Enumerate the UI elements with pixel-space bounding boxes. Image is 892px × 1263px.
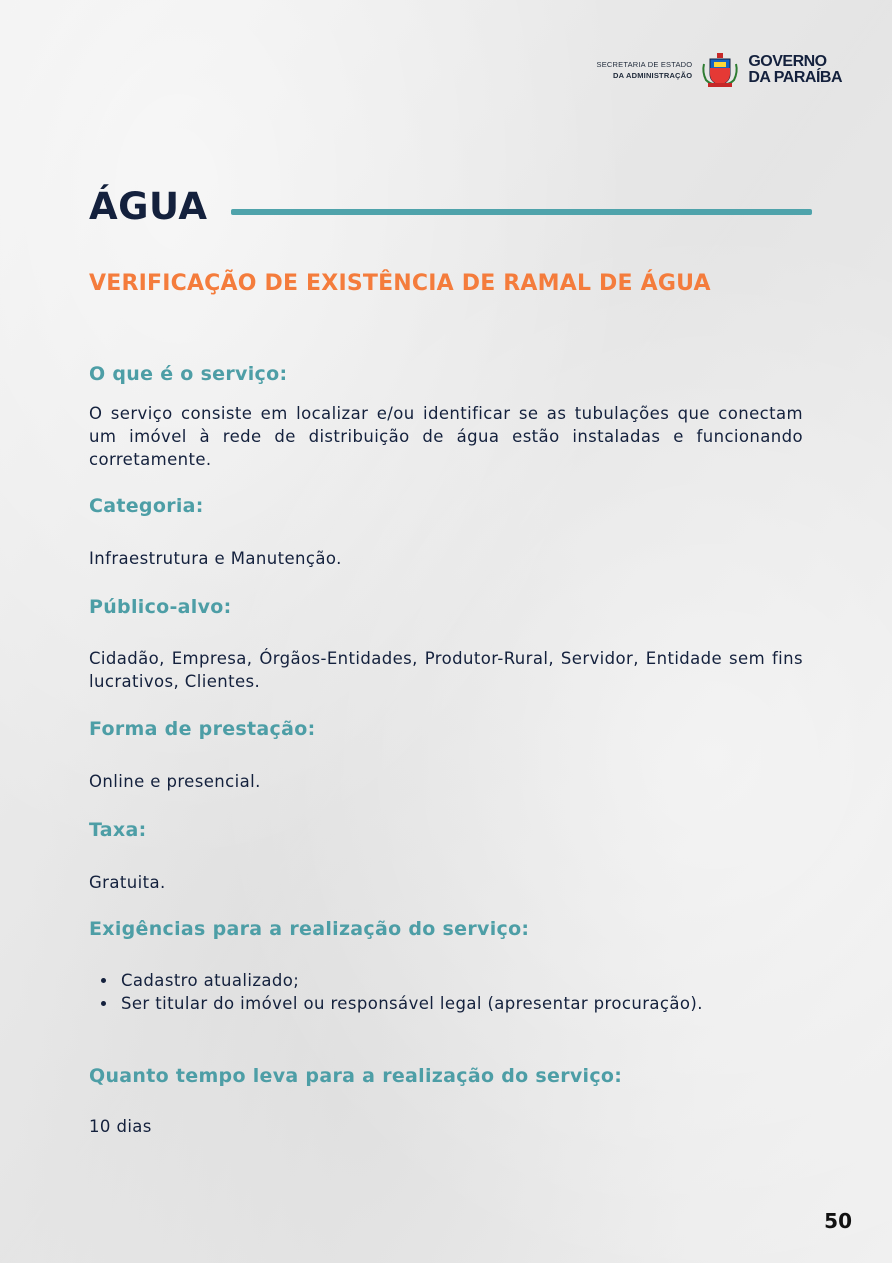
- governo-logotype: [748, 54, 842, 86]
- what-text: O serviço consiste em localizar e/ou identificar se as tubulações que conectam um imóvel à rede de distribuição de água estão instaladas e funcionando corretamente.: [89, 404, 803, 469]
- secretaria-line1: SECRETARIA DE ESTADO: [596, 60, 693, 69]
- section-title: ÁGUA: [89, 185, 208, 228]
- page-number: 50: [824, 1209, 852, 1233]
- header-logo: [597, 50, 843, 90]
- requirements-list: [89, 969, 803, 1015]
- requirements-heading: Exigências para a realização do serviço:: [89, 918, 530, 940]
- service-title: VERIFICAÇÃO DE EXISTÊNCIA DE RAMAL DE ÁGUA: [89, 271, 711, 296]
- governo-line2: DA PARAÍBA: [748, 69, 842, 86]
- secretaria-line2: DA ADMINISTRAÇÃO: [613, 71, 693, 80]
- delivery-text: Online e presencial.: [89, 772, 261, 791]
- delivery-heading: Forma de prestação:: [89, 718, 316, 740]
- duration-text: 10 dias: [89, 1117, 152, 1136]
- list-item: Ser titular do imóvel ou responsável legal (apresentar procuração).: [89, 992, 803, 1015]
- category-heading: Categoria:: [89, 495, 204, 517]
- secretaria-text: [597, 59, 693, 81]
- audience-heading: Público-alvo:: [89, 596, 232, 618]
- what-heading: O que é o serviço:: [89, 363, 288, 385]
- fee-heading: Taxa:: [89, 819, 147, 841]
- category-text: Infraestrutura e Manutenção.: [89, 549, 342, 568]
- governo-line1: GOVERNO: [748, 53, 827, 70]
- coat-of-arms-icon: [700, 50, 740, 90]
- audience-text: Cidadão, Empresa, Órgãos-Entidades, Produtor-Rural, Servidor, Entidade sem fins lucrativos, Clientes.: [89, 649, 803, 691]
- duration-heading: Quanto tempo leva para a realização do serviço:: [89, 1065, 623, 1087]
- list-item: Cadastro atualizado;: [89, 969, 803, 992]
- title-divider: [231, 209, 812, 215]
- fee-text: Gratuita.: [89, 873, 166, 892]
